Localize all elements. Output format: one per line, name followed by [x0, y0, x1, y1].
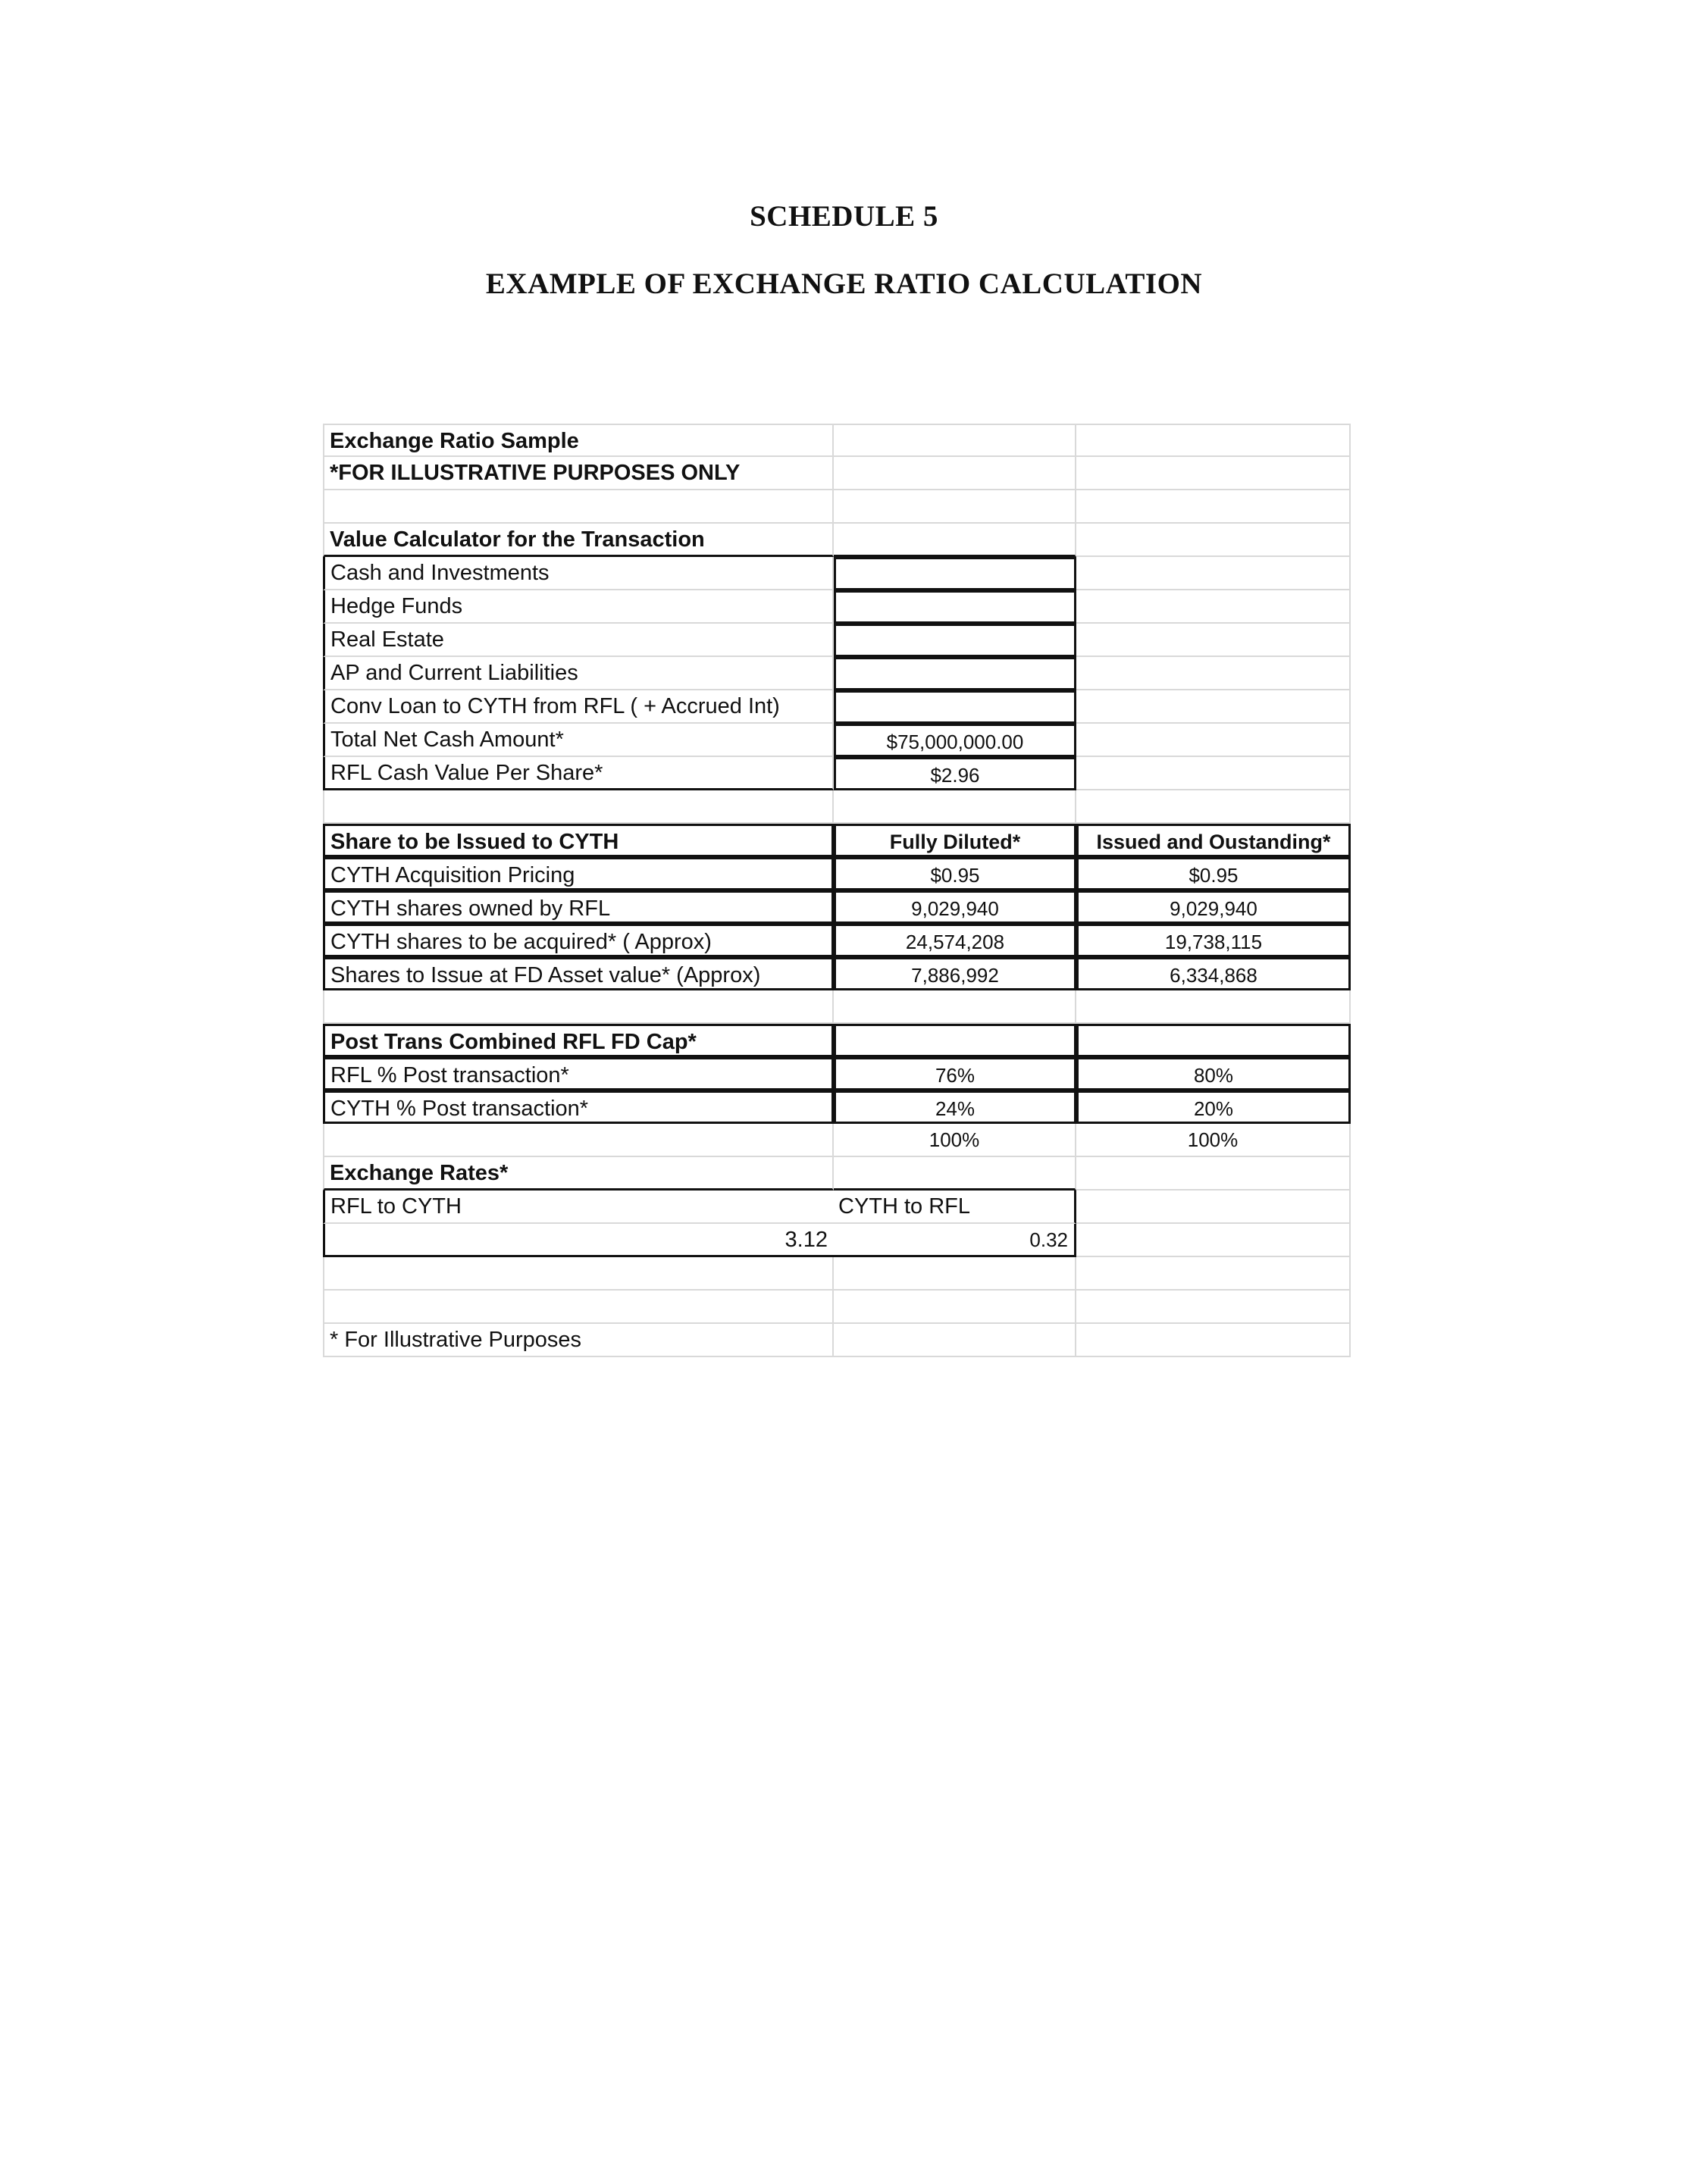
- empty-cell: [323, 490, 834, 524]
- empty-cell: [323, 990, 834, 1024]
- table-row: [323, 857, 1351, 890]
- share-row-label: CYTH shares owned by RFL: [323, 890, 834, 924]
- post-row-fd: 76%: [834, 1057, 1076, 1090]
- post-row-io: 80%: [1076, 1057, 1351, 1090]
- empty-cell: [834, 457, 1076, 490]
- value-calc-value: [834, 557, 1076, 590]
- table-row: [323, 657, 1351, 690]
- empty-cell: [834, 490, 1076, 524]
- empty-cell: [1076, 1024, 1351, 1057]
- shares-header: Share to be Issued to CYTH: [323, 824, 834, 857]
- empty-cell: [834, 990, 1076, 1024]
- post-total-fd: 100%: [834, 1124, 1076, 1157]
- cyth-to-rfl-value: 0.32: [834, 1224, 1076, 1257]
- share-row-io: $0.95: [1076, 857, 1351, 890]
- post-row-io: 20%: [1076, 1090, 1351, 1124]
- footnote-row: [323, 1324, 1351, 1357]
- empty-cell: [323, 1291, 834, 1324]
- value-calc-header-row: [323, 524, 1351, 557]
- table-row: [323, 1057, 1351, 1090]
- post-total-row: [323, 1124, 1351, 1157]
- value-calc-value: [834, 657, 1076, 690]
- empty-cell: [1076, 557, 1351, 590]
- post-row-fd: 24%: [834, 1090, 1076, 1124]
- empty-cell: [834, 524, 1076, 557]
- empty-cell: [834, 424, 1076, 457]
- blank-row: [323, 1291, 1351, 1324]
- table-row: [323, 690, 1351, 724]
- value-calc-value: [834, 690, 1076, 724]
- post-trans-header-row: [323, 1024, 1351, 1057]
- empty-cell: [834, 1324, 1076, 1357]
- empty-cell: [1076, 1291, 1351, 1324]
- value-calc-label: Real Estate: [323, 624, 834, 657]
- illustrative-note: *FOR ILLUSTRATIVE PURPOSES ONLY: [323, 457, 834, 490]
- cyth-to-rfl-label: CYTH to RFL: [834, 1191, 1076, 1224]
- post-trans-header: Post Trans Combined RFL FD Cap*: [323, 1024, 834, 1057]
- value-calc-value: [834, 624, 1076, 657]
- post-row-label: RFL % Post transaction*: [323, 1057, 834, 1090]
- blank-row: [323, 990, 1351, 1024]
- exchange-header: Exchange Rates*: [323, 1157, 834, 1191]
- empty-cell: [1076, 457, 1351, 490]
- empty-cell: [1076, 490, 1351, 524]
- empty-cell: [1076, 1224, 1351, 1257]
- empty-cell: [1076, 424, 1351, 457]
- share-row-fd: 7,886,992: [834, 957, 1076, 990]
- empty-cell: [1076, 790, 1351, 824]
- table-row: [323, 924, 1351, 957]
- empty-cell: [834, 1257, 1076, 1291]
- value-calc-label: Cash and Investments: [323, 557, 834, 590]
- total-net-cash-value: $75,000,000.00: [834, 724, 1076, 757]
- empty-cell: [834, 1291, 1076, 1324]
- empty-cell: [1076, 1324, 1351, 1357]
- value-calc-value: [834, 590, 1076, 624]
- exchange-values-row: [323, 1224, 1351, 1257]
- table-row: [323, 724, 1351, 757]
- schedule-heading: SCHEDULE 5: [750, 200, 938, 233]
- value-calc-label: Total Net Cash Amount*: [323, 724, 834, 757]
- empty-cell: [323, 1124, 834, 1157]
- empty-cell: [834, 790, 1076, 824]
- empty-cell: [1076, 724, 1351, 757]
- empty-cell: [1076, 1157, 1351, 1191]
- share-row-io: 19,738,115: [1076, 924, 1351, 957]
- table-row: [323, 557, 1351, 590]
- empty-cell: [323, 1257, 834, 1291]
- exchange-header-row: [323, 1157, 1351, 1191]
- share-row-io: 9,029,940: [1076, 890, 1351, 924]
- share-row-label: CYTH shares to be acquired* ( Approx): [323, 924, 834, 957]
- shares-header-row: [323, 824, 1351, 857]
- footnote: * For Illustrative Purposes: [323, 1324, 834, 1357]
- sheet-title-row: [323, 424, 1351, 457]
- share-row-fd: 24,574,208: [834, 924, 1076, 957]
- empty-cell: [323, 790, 834, 824]
- empty-cell: [1076, 657, 1351, 690]
- exchange-labels-row: [323, 1191, 1351, 1224]
- value-calc-label: Conv Loan to CYTH from RFL ( + Accrued Int): [323, 690, 834, 724]
- value-calc-header: Value Calculator for the Transaction: [323, 524, 834, 557]
- post-row-label: CYTH % Post transaction*: [323, 1090, 834, 1124]
- cash-value-per-share: $2.96: [834, 757, 1076, 790]
- value-calc-label: Hedge Funds: [323, 590, 834, 624]
- value-calc-label: RFL Cash Value Per Share*: [323, 757, 834, 790]
- share-row-fd: $0.95: [834, 857, 1076, 890]
- share-row-label: CYTH Acquisition Pricing: [323, 857, 834, 890]
- empty-cell: [1076, 524, 1351, 557]
- empty-cell: [834, 1157, 1076, 1191]
- document-title: EXAMPLE OF EXCHANGE RATIO CALCULATION: [485, 268, 1203, 300]
- rfl-to-cyth-label: RFL to CYTH: [323, 1191, 834, 1224]
- empty-cell: [834, 1024, 1076, 1057]
- empty-cell: [1076, 1257, 1351, 1291]
- table-row: [323, 757, 1351, 790]
- empty-cell: [1076, 624, 1351, 657]
- share-row-label: Shares to Issue at FD Asset value* (Approx): [323, 957, 834, 990]
- blank-row: [323, 490, 1351, 524]
- column-header-issued-outstanding: Issued and Oustanding*: [1076, 824, 1351, 857]
- share-row-io: 6,334,868: [1076, 957, 1351, 990]
- table-row: [323, 890, 1351, 924]
- blank-row: [323, 1257, 1351, 1291]
- empty-cell: [1076, 757, 1351, 790]
- column-header-fully-diluted: Fully Diluted*: [834, 824, 1076, 857]
- empty-cell: [1076, 1191, 1351, 1224]
- rfl-to-cyth-value: 3.12: [323, 1224, 834, 1257]
- table-row: [323, 590, 1351, 624]
- empty-cell: [1076, 590, 1351, 624]
- table-row: [323, 957, 1351, 990]
- sheet-title: Exchange Ratio Sample: [323, 424, 834, 457]
- table-row: [323, 624, 1351, 657]
- exchange-ratio-sheet: [323, 424, 1351, 1357]
- blank-row: [323, 790, 1351, 824]
- table-row: [323, 1090, 1351, 1124]
- empty-cell: [1076, 690, 1351, 724]
- post-total-io: 100%: [1076, 1124, 1351, 1157]
- share-row-fd: 9,029,940: [834, 890, 1076, 924]
- empty-cell: [1076, 990, 1351, 1024]
- illustrative-row: [323, 457, 1351, 490]
- value-calc-label: AP and Current Liabilities: [323, 657, 834, 690]
